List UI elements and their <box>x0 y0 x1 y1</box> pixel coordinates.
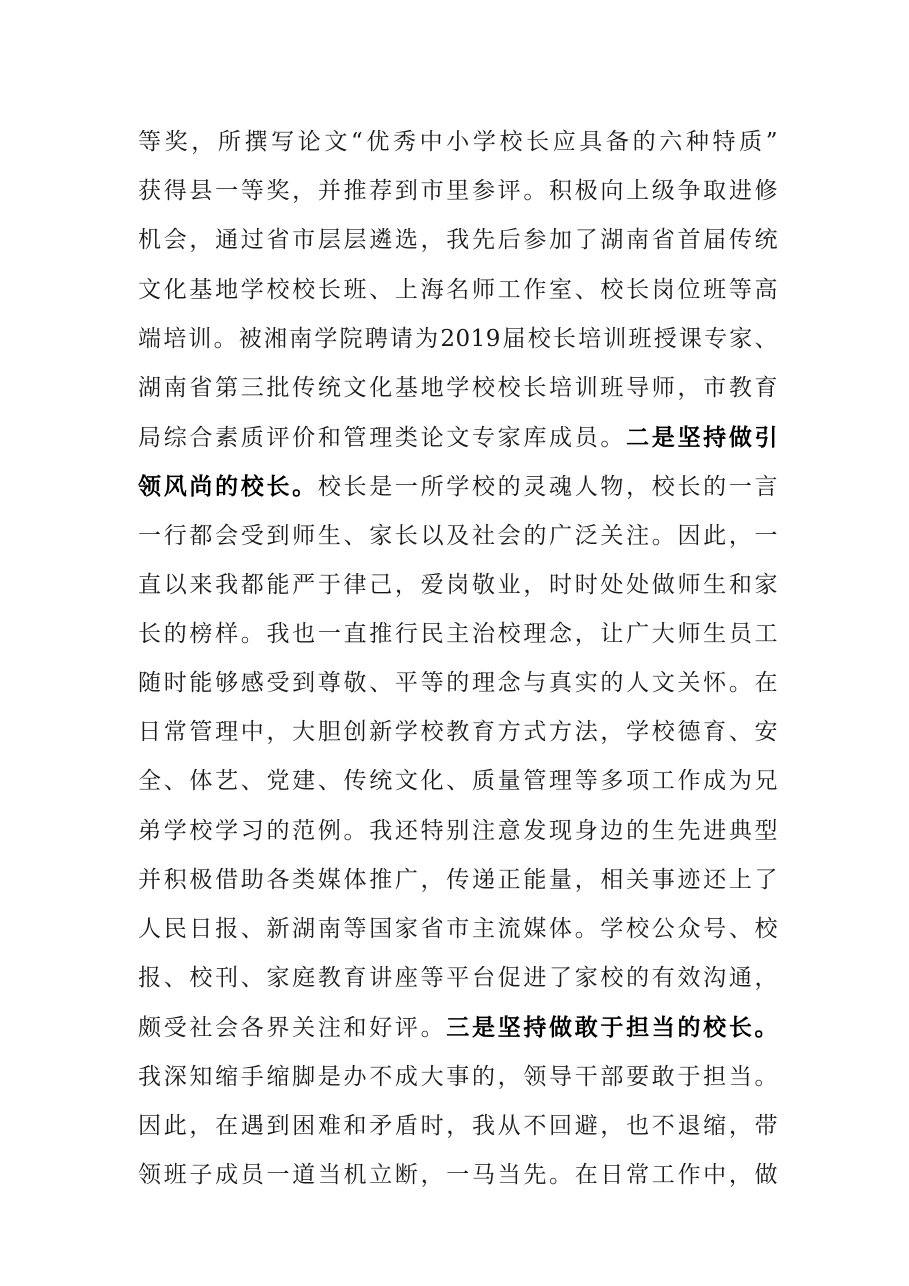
text-segment: 日常管理中，大胆创新学校教育方式方法，学校德育、安 <box>138 719 778 746</box>
text-segment: 校长是一所学校的灵魂人物，校长的一言 <box>317 474 778 501</box>
text-line <box>138 610 778 659</box>
text-segment: 等奖，所撰写论文“优秀中小学校长应具备的六种特质” <box>138 129 778 155</box>
text-segment: 颇受社会各界关注和好评。 <box>138 1015 447 1042</box>
text-segment: 一行都会受到师生、家长以及社会的广泛关注。因此，一 <box>138 522 778 549</box>
text-line <box>138 364 778 413</box>
text-segment: 长的榜样。我也一直推行民主治校理念，让广大师生员工 <box>138 620 778 647</box>
text-line <box>138 905 778 954</box>
text-line <box>138 954 778 1003</box>
text-line <box>138 118 778 167</box>
text-line <box>138 1003 778 1052</box>
text-segment: 局综合素质评价和管理类论文专家库成员。 <box>138 425 627 452</box>
text-line <box>138 807 778 856</box>
text-line <box>138 1151 778 1200</box>
text-segment: 随时能够感受到尊敬、平等的理念与真实的人文关怀。在 <box>138 670 778 697</box>
text-line <box>138 512 778 561</box>
text-segment: 端培训。被湘南学院聘请为2019届校长培训班授课专家、 <box>138 325 778 352</box>
bold-heading-segment: 二是坚持做引 <box>626 424 778 452</box>
text-line <box>138 708 778 757</box>
text-segment: 报、校刊、家庭教育讲座等平台促进了家校的有效沟通， <box>138 965 778 992</box>
text-segment: 机会，通过省市层层遴选，我先后参加了湖南省首届传统 <box>138 227 778 254</box>
text-segment: 直以来我都能严于律己，爱岗敬业，时时处处做师生和家 <box>138 571 778 598</box>
text-segment: 获得县一等奖，并推荐到市里参评。积极向上级争取进修 <box>138 178 778 205</box>
text-line <box>138 856 778 905</box>
text-segment: 因此，在遇到困难和矛盾时，我从不回避，也不退缩，带 <box>138 1112 778 1139</box>
text-segment: 全、体艺、党建、传统文化、质量管理等多项工作成为兄 <box>138 768 778 795</box>
text-segment: 领班子成员一道当机立断，一马当先。在日常工作中，做 <box>138 1161 778 1188</box>
text-segment: 湖南省第三批传统文化基地学校校长培训班导师，市教育 <box>138 374 778 401</box>
text-line <box>138 757 778 806</box>
text-line <box>138 659 778 708</box>
bold-heading-segment: 三是坚持做敢于担当的校长。 <box>446 1014 778 1042</box>
body-text <box>138 118 778 1200</box>
text-segment: 我深知缩手缩脚是办不成大事的，领导干部要敢于担当。 <box>138 1063 778 1090</box>
text-segment: 并积极借助各类媒体推广，传递正能量，相关事迹还上了 <box>138 866 778 893</box>
text-line <box>138 315 778 364</box>
text-line <box>138 413 778 462</box>
text-line <box>138 561 778 610</box>
text-line <box>138 1053 778 1102</box>
text-line <box>138 266 778 315</box>
text-segment: 弟学校学习的范例。我还特别注意发现身边的生先进典型 <box>138 817 778 844</box>
text-line <box>138 1102 778 1151</box>
text-segment: 人民日报、新湖南等国家省市主流媒体。学校公众号、校 <box>138 916 778 942</box>
text-line <box>138 167 778 216</box>
text-line <box>138 216 778 265</box>
bold-heading-segment: 领风尚的校长。 <box>138 473 318 501</box>
text-segment: 文化基地学校校长班、上海名师工作室、校长岗位班等高 <box>138 276 778 303</box>
text-line <box>138 462 778 511</box>
